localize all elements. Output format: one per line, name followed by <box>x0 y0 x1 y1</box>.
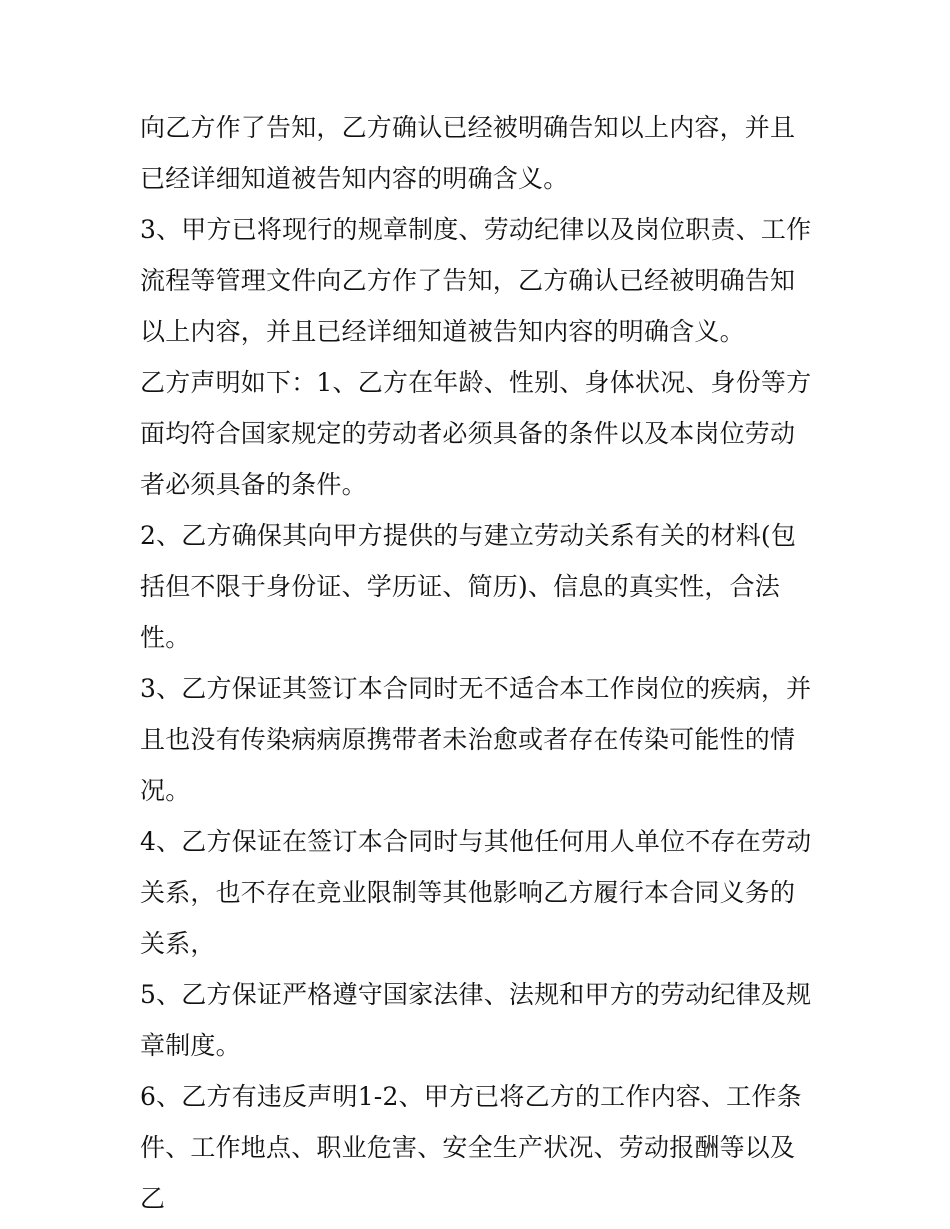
paragraph-item-4: 4、乙方保证在签订本合同时与其他任何用人单位不存在劳动关系，也不存在竞业限制等其他影响乙方履行本合同义务的关系， <box>140 827 812 958</box>
paragraph-employee-declaration: 乙方声明如下：1、乙方在年龄、性别、身体状况、身份等方面均符合国家规定的劳动者必须具备的条件以及本岗位劳动者必须具备的条件。 <box>140 368 812 499</box>
paragraph-item-2: 2、乙方确保其向甲方提供的与建立劳动关系有关的材料(包括但不限于身份证、学历证、简历)、信息的真实性，合法性。 <box>140 521 797 652</box>
paragraph-item-6: 6、乙方有违反声明1-2、甲方已将乙方的工作内容、工作条件、工作地点、职业危害、安全生产状况、劳动报酬等以及乙 <box>140 1082 802 1213</box>
paragraph-item-3-employer: 3、甲方已将现行的规章制度、劳动纪律以及岗位职责、工作流程等管理文件向乙方作了告知，乙方确认已经被明确告知以上内容，并且已经详细知道被告知内容的明确含义。 <box>140 215 812 346</box>
document-body <box>140 102 820 1224</box>
paragraph-item-3: 3、乙方保证其签订本合同时无不适合本工作岗位的疾病，并且也没有传染病病原携带者未治愈或者存在传染可能性的情况。 <box>140 674 812 805</box>
paragraph-continuation: 向乙方作了告知，乙方确认已经被明确告知以上内容，并且已经详细知道被告知内容的明确含义。 <box>140 113 796 193</box>
paragraph-item-5: 5、乙方保证严格遵守国家法律、法规和甲方的劳动纪律及规章制度。 <box>140 980 812 1060</box>
